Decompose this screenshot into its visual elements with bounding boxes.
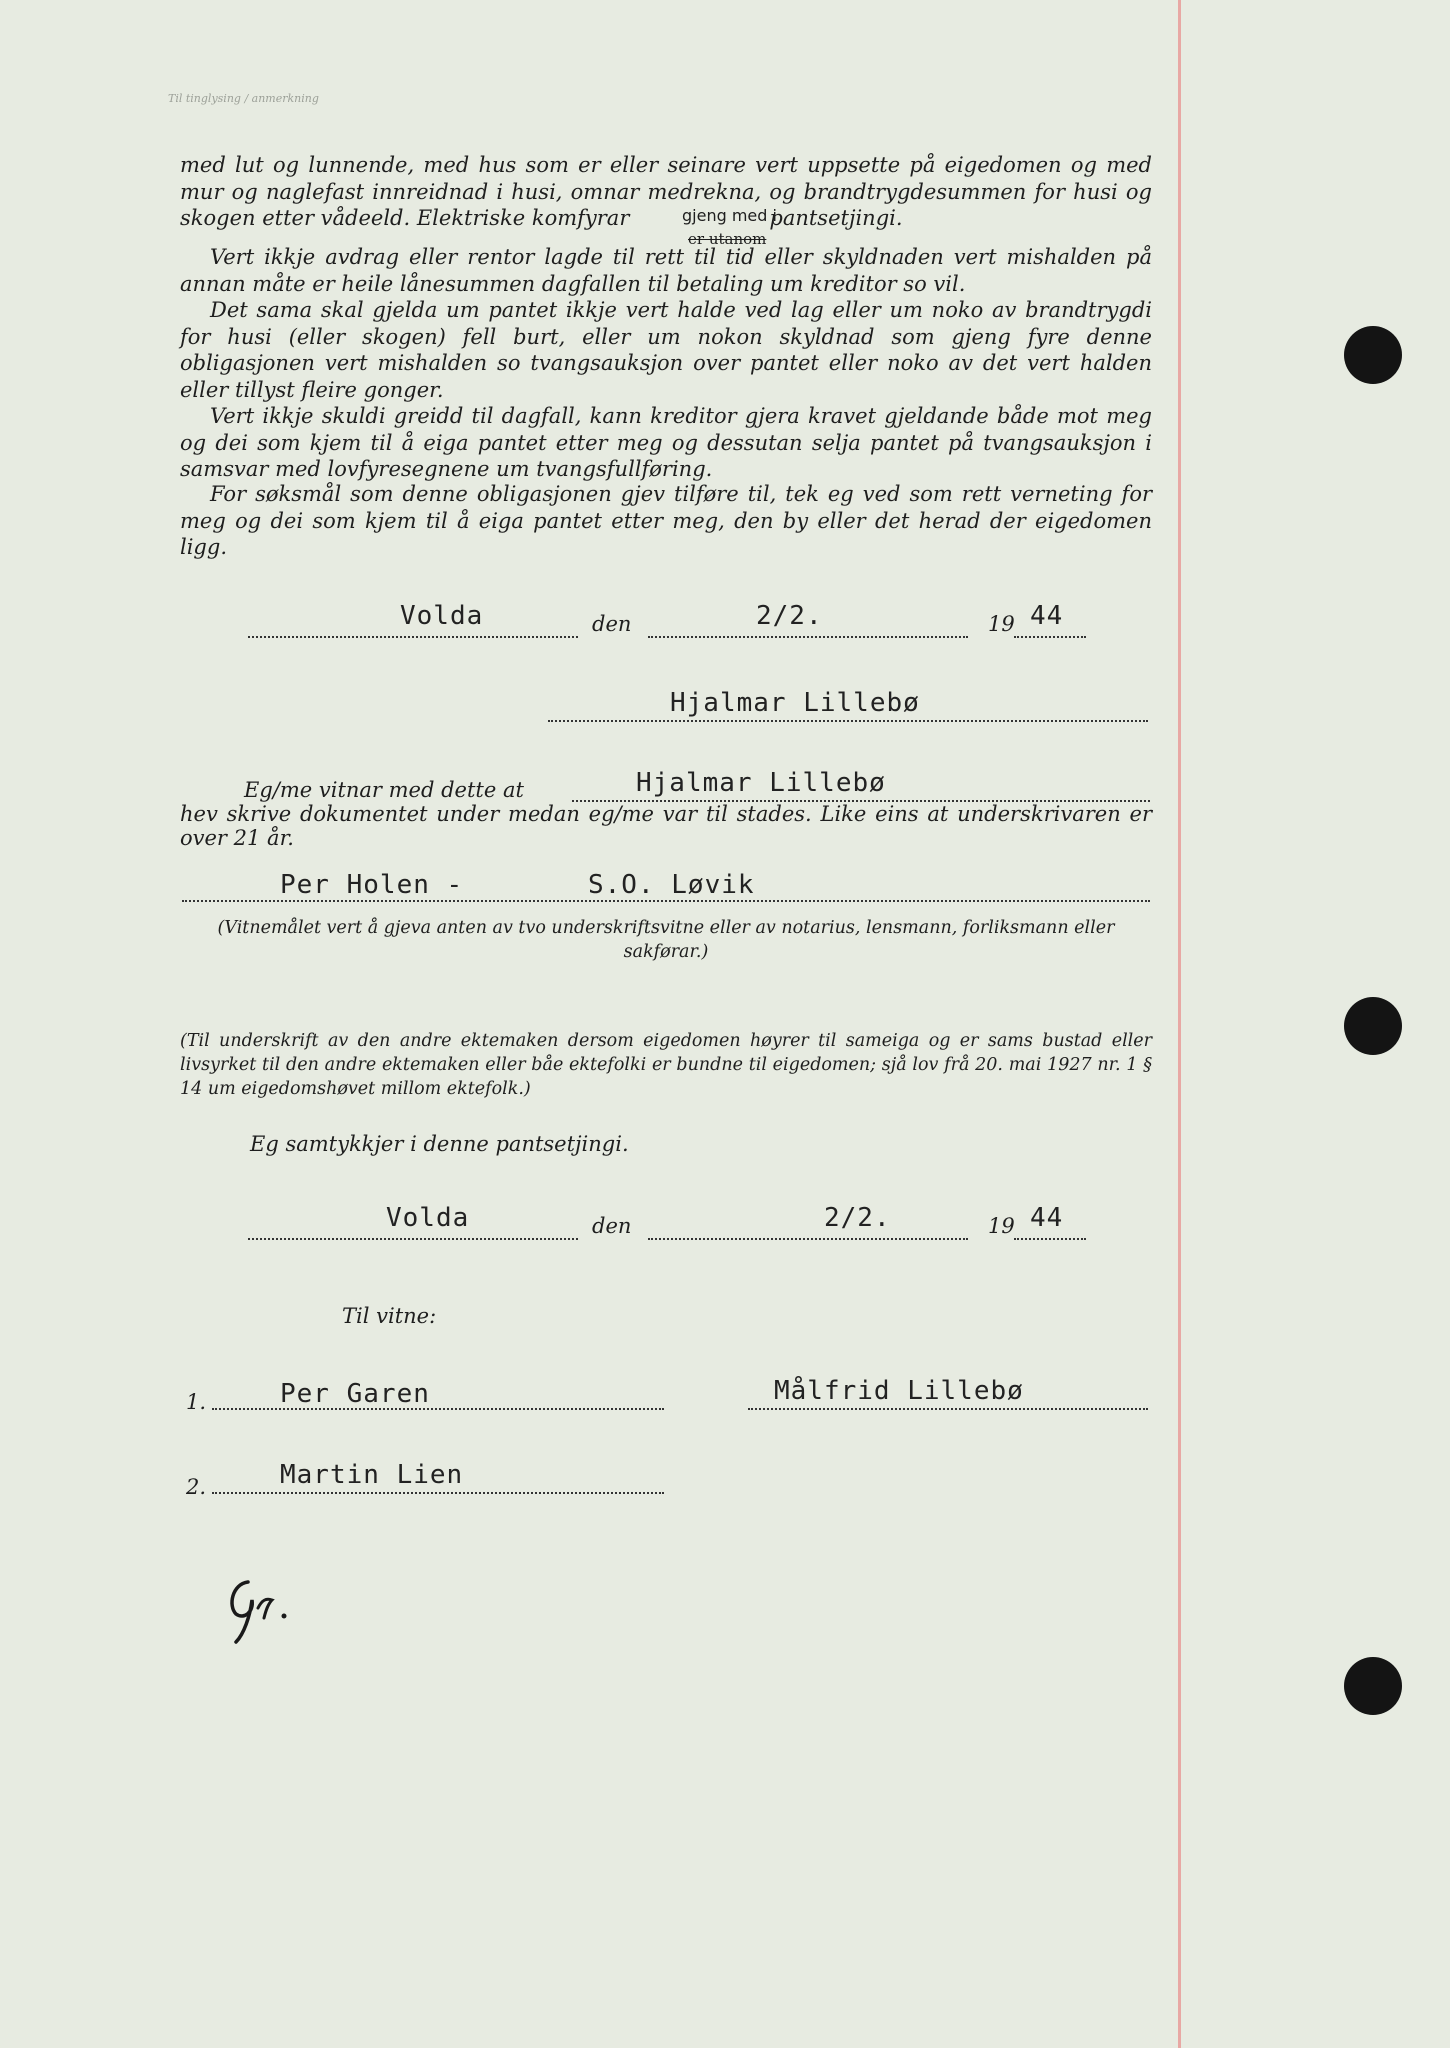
consent-text: Eg samtykkjer i denne pantsetjingi. — [250, 1132, 629, 1156]
page-header-mark: Til tinglysing / anmerkning — [168, 92, 319, 105]
debtor-signature: Hjalmar Lillebø — [670, 688, 920, 718]
til-vitne-label: Til vitne: — [342, 1304, 437, 1328]
place-2: Volda — [386, 1203, 470, 1233]
place-dotted-line-2 — [248, 1238, 578, 1240]
date-2: 2/2. — [824, 1203, 891, 1233]
clause-2: Vert ikkje avdrag eller rentor lagde til rett til tid eller skyldnaden vert mishalden på annan måte er heile lånesummen dagfallen til betaling um kreditor so vil. — [180, 245, 1152, 296]
clause-4: Vert ikkje skuldi greidd til dagfall, kann kreditor gjera kravet gjeldande både mot meg og dei som kjem til å eiga pantet etter meg og dessutan selja pantet på tvangsauksjon i samsvar med lovfyresegnene um tvangsfullføring. — [180, 404, 1152, 481]
punch-hole — [1344, 1657, 1402, 1715]
den-label-2: den — [592, 1214, 632, 1238]
witnesses-dotted-line — [182, 900, 1150, 902]
witness-number-2: 2. — [186, 1475, 207, 1499]
inserted-text-gjeng-med-i: gjeng med i — [682, 206, 777, 225]
clause-5: For søksmål som denne obligasjonen gjev tilføre til, tek eg ved som rett verneting for meg og dei som kjem til å eiga pantet etter meg, den by eller det herad der eigedomen ligg. — [180, 482, 1152, 559]
spouse-dotted-line — [748, 1408, 1148, 1410]
witness-2-name: S.O. Løvik — [588, 870, 755, 900]
year-dotted-line-2 — [1014, 1238, 1086, 1240]
witness-number-1: 1. — [186, 1390, 207, 1414]
clause-1: med lut og lunnende, med hus som er eller seinare vert uppsette på eigedomen og med mur og naglefast innreidnad i husi, omnar medrekna, og brandtrygdesummen for husi og skogen etter vådeeld. Elektriske komfyrar pantsetjingi. — [180, 153, 1152, 230]
signature-dotted-line — [548, 720, 1148, 722]
year-prefix-1: 19 — [988, 612, 1015, 636]
witness-clause-name: Hjalmar Lillebø — [636, 768, 886, 798]
spouse-signature: Målfrid Lillebø — [774, 1376, 1024, 1406]
year-1: 44 — [1030, 601, 1064, 631]
witness-2-1-dotted-line — [212, 1408, 664, 1410]
punch-hole — [1344, 326, 1402, 384]
year-2: 44 — [1030, 1203, 1064, 1233]
witness-2-1-name: Per Garen — [280, 1379, 430, 1409]
witness-2-2-name: Martin Lien — [280, 1460, 464, 1490]
spouse-note: (Til underskrift av den andre ektemaken dersom eigedomen høyrer til sameiga og er sams bustad eller livsyrket til den andre ektemaken eller båe ektefolki er bundne til eigedomen; sjå lov frå 20. mai 1927 nr. 1 § 14 um eigedomshøvet millom ektefolk.) — [180, 1031, 1152, 1099]
year-dotted-line — [1014, 636, 1086, 638]
year-prefix-2: 19 — [988, 1214, 1015, 1238]
witness-clause-text: hev skrive dokumentet under medan eg/me var til stades. Like eins at underskrivaren er over 21 år. — [180, 802, 1152, 850]
handwritten-initials — [218, 1570, 308, 1650]
witness-clause-prefix: Eg/me vitnar med dette at — [244, 778, 524, 802]
place-1: Volda — [400, 601, 484, 631]
place-dotted-line — [248, 636, 578, 638]
date-1: 2/2. — [756, 601, 823, 631]
witness-1-name: Per Holen - — [280, 870, 464, 900]
witness-2-2-dotted-line — [212, 1492, 664, 1494]
punch-hole — [1344, 997, 1402, 1055]
struck-text-er-utanom: er utanom — [688, 230, 767, 248]
den-label-1: den — [592, 612, 632, 636]
witness-note: (Vitnemålet vert å gjeva anten av tvo underskriftsvitne eller av notarius, lensmann, forliksmann eller sakførar.) — [217, 918, 1115, 962]
red-margin-line — [1178, 0, 1181, 2048]
date-dotted-line-2 — [648, 1238, 968, 1240]
clause-3: Det sama skal gjelda um pantet ikkje vert halde ved lag eller um noko av brandtrygdi for husi (eller skogen) fell burt, eller um nokon skyldnad som gjeng fyre denne obligasjonen vert mishalden so tvangsauksjon over pantet eller noko av det vert halden eller tillyst fleire gonger. — [180, 298, 1152, 402]
date-dotted-line — [648, 636, 968, 638]
